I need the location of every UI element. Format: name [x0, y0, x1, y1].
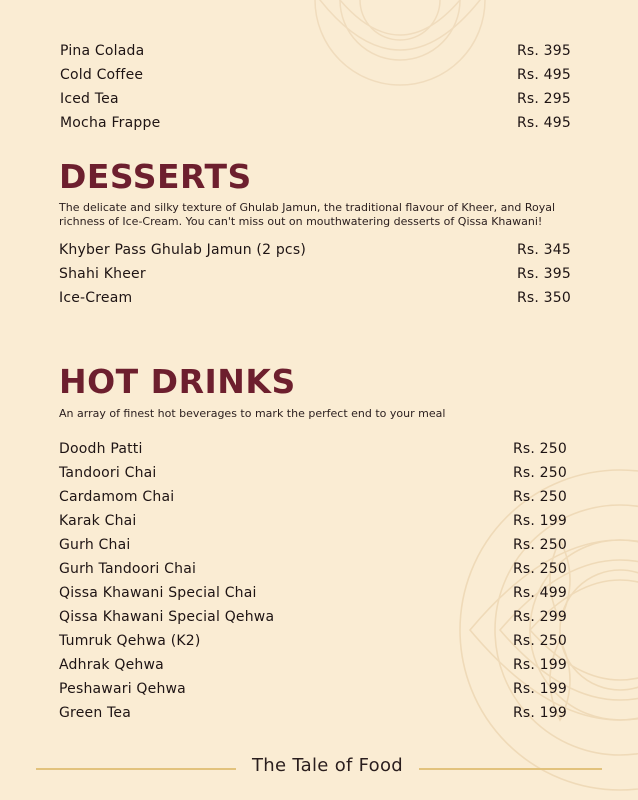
- menu-item-name: Iced Tea: [60, 91, 119, 107]
- menu-item-name: Mocha Frappe: [60, 115, 161, 131]
- menu-item-price: Rs. 199: [512, 513, 567, 529]
- menu-item-name: Green Tea: [59, 705, 132, 721]
- menu-item-row: [59, 533, 567, 557]
- menu-item-row: [59, 701, 567, 725]
- menu-item-name: Qissa Khawani Special Qehwa: [59, 609, 275, 625]
- menu-item-price: Rs. 395: [516, 43, 571, 59]
- menu-item-row: [59, 653, 567, 677]
- menu-item-row: [59, 485, 567, 509]
- desserts-list: [59, 238, 571, 310]
- menu-item-name: Pina Colada: [60, 43, 145, 59]
- menu-item-row: [59, 286, 571, 310]
- menu-item-price: Rs. 250: [512, 537, 567, 553]
- menu-item-name: Karak Chai: [59, 513, 137, 529]
- desserts-description: The delicate and silky texture of Ghulab Jamun, the traditional flavour of Kheer, and Royal richness of Ice-Cream. You can't miss out on mouthwatering desserts of Qissa Khawani!: [59, 201, 556, 228]
- menu-item-row: [60, 87, 571, 111]
- menu-item-price: Rs. 299: [512, 609, 567, 625]
- menu-item-name: Adhrak Qehwa: [59, 657, 164, 673]
- menu-item-price: Rs. 250: [512, 489, 567, 505]
- menu-item-name: Gurh Chai: [59, 537, 131, 553]
- menu-item-price: Rs. 295: [516, 91, 571, 107]
- menu-item-price: Rs. 250: [512, 441, 567, 457]
- menu-item-row: [60, 111, 571, 135]
- menu-item-row: [59, 677, 567, 701]
- menu-item-name: Cardamom Chai: [59, 489, 175, 505]
- menu-item-name: Khyber Pass Ghulab Jamun (2 pcs): [59, 242, 306, 258]
- beverage-list: [60, 39, 571, 135]
- menu-item-row: [59, 629, 567, 653]
- menu-item-row: [59, 581, 567, 605]
- menu-item-price: Rs. 250: [512, 465, 567, 481]
- menu-item-price: Rs. 350: [516, 290, 571, 306]
- menu-item-price: Rs. 199: [512, 657, 567, 673]
- menu-item-price: Rs. 395: [516, 266, 571, 282]
- menu-item-name: Ice-Cream: [59, 290, 133, 306]
- menu-item-name: Doodh Patti: [59, 441, 143, 457]
- hot-drinks-section: [59, 362, 567, 725]
- menu-item-price: Rs. 199: [512, 705, 567, 721]
- menu-item-name: Qissa Khawani Special Chai: [59, 585, 257, 601]
- footer-tagline: The Tale of Food: [236, 755, 419, 776]
- menu-item-name: Cold Coffee: [60, 67, 144, 83]
- hot-drinks-description: An array of finest hot beverages to mark the perfect end to your meal: [59, 407, 446, 420]
- menu-item-row: [60, 63, 571, 87]
- menu-item-price: Rs. 495: [516, 67, 571, 83]
- desserts-title: DESSERTS: [59, 157, 252, 196]
- menu-item-name: Peshawari Qehwa: [59, 681, 186, 697]
- menu-item-name: Gurh Tandoori Chai: [59, 561, 197, 577]
- menu-item-name: Tumruk Qehwa (K2): [59, 633, 201, 649]
- menu-item-price: Rs. 499: [512, 585, 567, 601]
- menu-item-row: [59, 509, 567, 533]
- menu-item-row: [59, 437, 567, 461]
- menu-item-price: Rs. 199: [512, 681, 567, 697]
- menu-item-row: [59, 461, 567, 485]
- hot-drinks-list: [59, 437, 567, 725]
- menu-item-price: Rs. 495: [516, 115, 571, 131]
- menu-item-price: Rs. 250: [512, 561, 567, 577]
- menu-item-row: [59, 557, 567, 581]
- menu-item-name: Tandoori Chai: [59, 465, 157, 481]
- menu-item-row: [59, 605, 567, 629]
- menu-item-row: [59, 262, 571, 286]
- menu-item-price: Rs. 250: [512, 633, 567, 649]
- menu-item-row: [60, 39, 571, 63]
- menu-item-price: Rs. 345: [516, 242, 571, 258]
- desserts-section: [59, 157, 571, 310]
- hot-drinks-title: HOT DRINKS: [59, 362, 296, 401]
- menu-item-name: Shahi Kheer: [59, 266, 146, 282]
- menu-item-row: [59, 238, 571, 262]
